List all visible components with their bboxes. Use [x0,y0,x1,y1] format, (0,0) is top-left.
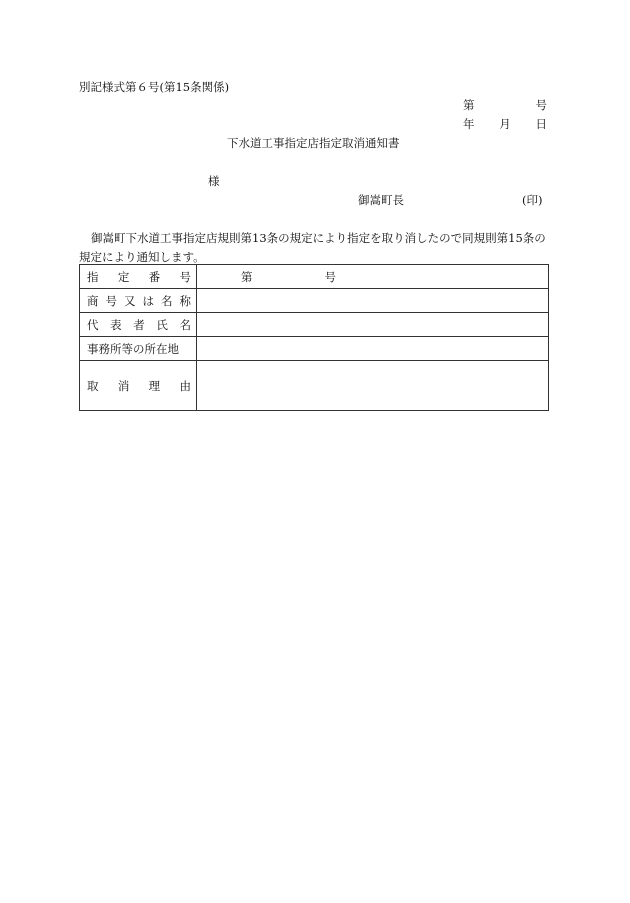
issue-number [463,100,547,112]
issue-number-prefix: 第 [463,98,475,112]
table-row-designation-number [80,265,549,289]
value-office-address [197,337,549,361]
table-row-revocation-reason [80,361,549,411]
table-row-representative [80,313,549,337]
value-revocation-reason [197,361,549,411]
table-row-trade-name [80,289,549,313]
label-designation-number: 指 定 番 号 [80,265,197,289]
issue-number-suffix: 号 [535,98,547,112]
form-reference: 別記様式第６号(第15条関係) [79,80,230,94]
date-day: 日 [535,117,547,131]
designation-number-prefix: 第 [241,269,253,284]
label-office-address: 事務所等の所在地 [80,337,197,361]
designation-info-table [79,264,549,411]
recipient-honorific: 様 [208,174,220,188]
date-month: 月 [499,117,511,131]
value-representative [197,313,549,337]
value-designation-number [197,265,549,289]
label-revocation-reason: 取 消 理 由 [80,361,197,411]
date-year: 年 [463,117,475,131]
label-representative: 代 表 者 氏 名 [80,313,197,337]
designation-number-suffix: 号 [324,269,336,284]
label-trade-name: 商 号 又 は 名 称 [80,289,197,313]
value-trade-name [197,289,549,313]
document-title: 下水道工事指定店指定取消通知書 [227,136,400,150]
table-row-office-address [80,337,549,361]
notice-body: 御嵩町下水道工事指定店規則第13条の規定により指定を取り消したので同規則第15条の規定により通知します。 [79,231,546,264]
issue-date [463,119,547,131]
issuer-name: 御嵩町長 [358,193,404,207]
seal-mark: (印) [522,193,543,207]
